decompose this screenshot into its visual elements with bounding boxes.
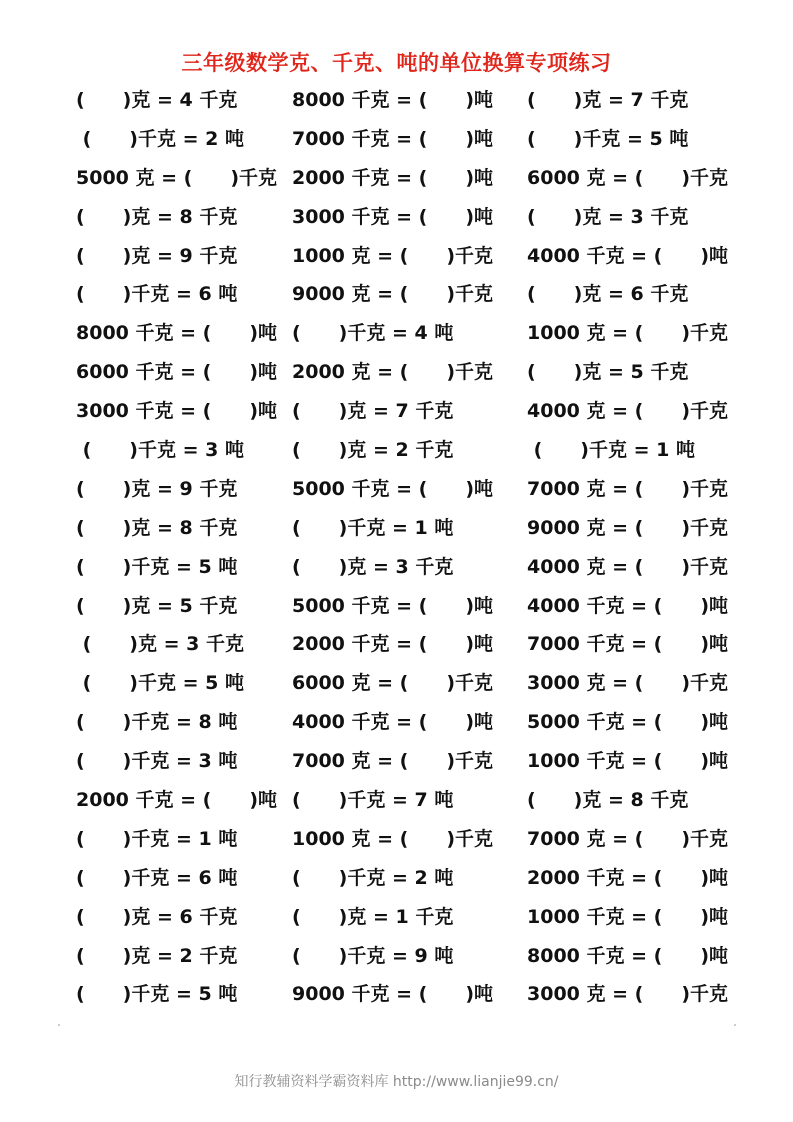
exercise-row	[0, 509, 793, 548]
exercise-row	[0, 703, 793, 742]
conversion-problem: 9000 克 = ( )千克	[527, 516, 729, 539]
conversion-problem: ( )千克 = 5 吨	[76, 555, 238, 578]
conversion-problem: ( )克 = 8 千克	[76, 516, 238, 539]
conversion-problem: ( )克 = 8 千克	[527, 789, 689, 812]
conversion-problem: 4000 克 = ( )千克	[527, 555, 729, 578]
conversion-problem: ( )克 = 6 千克	[76, 905, 238, 928]
conversion-problem: 9000 千克 = ( )吨	[292, 983, 494, 1006]
exercise-row	[0, 859, 793, 898]
conversion-problem: ( )千克 = 5 吨	[76, 983, 238, 1006]
conversion-problem: 8000 千克 = ( )吨	[527, 944, 729, 967]
conversion-problem: ( )克 = 9 千克	[76, 477, 238, 500]
exercise-row	[0, 431, 793, 470]
exercise-row	[0, 781, 793, 820]
conversion-problem: ( )克 = 6 千克	[527, 283, 689, 306]
conversion-problem: 5000 千克 = ( )吨	[292, 594, 494, 617]
conversion-problem: 8000 千克 = ( )吨	[76, 322, 278, 345]
conversion-problem: ( )克 = 5 千克	[76, 594, 238, 617]
conversion-problem: 3000 千克 = ( )吨	[76, 400, 278, 423]
conversion-problem: ( )克 = 3 千克	[292, 555, 454, 578]
conversion-problem: ( )千克 = 1 吨	[292, 516, 454, 539]
conversion-problem: 8000 千克 = ( )吨	[292, 89, 494, 111]
exercise-row	[0, 820, 793, 859]
conversion-problem: 7000 千克 = ( )吨	[292, 127, 494, 150]
exercise-row	[0, 198, 793, 237]
scan-speck	[58, 1024, 60, 1026]
conversion-problem: 7000 克 = ( )千克	[527, 827, 729, 850]
conversion-problem: ( )千克 = 8 吨	[76, 711, 238, 734]
conversion-problem: ( )克 = 3 千克	[76, 633, 244, 656]
conversion-problem: ( )千克 = 7 吨	[292, 789, 454, 812]
conversion-problem: 4000 千克 = ( )吨	[527, 594, 729, 617]
conversion-problem: 3000 克 = ( )千克	[527, 672, 729, 695]
conversion-problem: ( )克 = 2 千克	[76, 944, 238, 967]
conversion-problem: 1000 千克 = ( )吨	[527, 905, 729, 928]
conversion-problem: 1000 千克 = ( )吨	[527, 750, 729, 773]
exercise-row	[0, 392, 793, 431]
conversion-problem: ( )千克 = 2 吨	[76, 127, 244, 150]
conversion-problem: 2000 千克 = ( )吨	[527, 866, 729, 889]
conversion-problem: ( )千克 = 6 吨	[76, 866, 238, 889]
exercise-row	[0, 548, 793, 587]
exercise-row	[0, 81, 793, 120]
conversion-problem: 5000 克 = ( )千克	[76, 166, 278, 189]
exercise-row	[0, 314, 793, 353]
conversion-problem: 6000 千克 = ( )吨	[76, 361, 278, 384]
conversion-problem: 2000 克 = ( )千克	[292, 361, 494, 384]
conversion-problem: 4000 千克 = ( )吨	[527, 244, 729, 267]
conversion-problem: ( )千克 = 1 吨	[76, 827, 238, 850]
page-title: 三年级数学克、千克、吨的单位换算专项练习	[181, 51, 612, 75]
conversion-problem: 2000 千克 = ( )吨	[292, 166, 494, 189]
exercise-row	[0, 470, 793, 509]
exercise-row	[0, 742, 793, 781]
conversion-problem: 4000 千克 = ( )吨	[292, 711, 494, 734]
conversion-problem: ( )克 = 1 千克	[292, 905, 454, 928]
conversion-problem: ( )克 = 7 千克	[292, 400, 454, 423]
conversion-problem: 6000 克 = ( )千克	[292, 672, 494, 695]
exercise-row	[0, 898, 793, 937]
conversion-problem: ( )千克 = 6 吨	[76, 283, 238, 306]
conversion-problem: ( )千克 = 3 吨	[76, 439, 244, 462]
conversion-problem: 2000 千克 = ( )吨	[76, 789, 278, 812]
exercise-grid	[0, 81, 793, 1014]
exercise-row	[0, 937, 793, 976]
conversion-problem: 1000 克 = ( )千克	[292, 827, 494, 850]
conversion-problem: ( )克 = 9 千克	[76, 244, 238, 267]
conversion-problem: 5000 千克 = ( )吨	[527, 711, 729, 734]
scan-speck	[734, 1024, 736, 1026]
conversion-problem: ( )千克 = 4 吨	[292, 322, 454, 345]
footer-watermark: 知行教辅资料学霸资料库 http://www.lianjie99.cn/	[234, 1074, 559, 1090]
conversion-problem: ( )千克 = 2 吨	[292, 866, 454, 889]
exercise-row	[0, 159, 793, 198]
conversion-problem: 6000 克 = ( )千克	[527, 166, 729, 189]
conversion-problem: 7000 千克 = ( )吨	[527, 633, 729, 656]
conversion-problem: 2000 千克 = ( )吨	[292, 633, 494, 656]
conversion-problem: ( )克 = 4 千克	[76, 89, 238, 111]
exercise-row	[0, 237, 793, 276]
conversion-problem: ( )千克 = 3 吨	[76, 750, 238, 773]
conversion-problem: 3000 克 = ( )千克	[527, 983, 729, 1006]
exercise-row	[0, 275, 793, 314]
conversion-problem: 5000 千克 = ( )吨	[292, 477, 494, 500]
conversion-problem: ( )千克 = 1 吨	[527, 439, 695, 462]
conversion-problem: 7000 克 = ( )千克	[527, 477, 729, 500]
exercise-row	[0, 625, 793, 664]
exercise-row	[0, 587, 793, 626]
conversion-problem: ( )克 = 5 千克	[527, 361, 689, 384]
conversion-problem: 1000 克 = ( )千克	[292, 244, 494, 267]
conversion-problem: 1000 克 = ( )千克	[527, 322, 729, 345]
conversion-problem: ( )千克 = 5 吨	[527, 127, 689, 150]
conversion-problem: ( )克 = 2 千克	[292, 439, 454, 462]
conversion-problem: ( )克 = 7 千克	[527, 89, 689, 111]
conversion-problem: 9000 克 = ( )千克	[292, 283, 494, 306]
exercise-row	[0, 353, 793, 392]
conversion-problem: 7000 克 = ( )千克	[292, 750, 494, 773]
exercise-row	[0, 975, 793, 1014]
conversion-problem: ( )千克 = 5 吨	[76, 672, 244, 695]
exercise-row	[0, 664, 793, 703]
conversion-problem: ( )克 = 3 千克	[527, 205, 689, 228]
conversion-problem: 3000 千克 = ( )吨	[292, 205, 494, 228]
conversion-problem: ( )千克 = 9 吨	[292, 944, 454, 967]
conversion-problem: ( )克 = 8 千克	[76, 205, 238, 228]
exercise-row	[0, 120, 793, 159]
conversion-problem: 4000 克 = ( )千克	[527, 400, 729, 423]
